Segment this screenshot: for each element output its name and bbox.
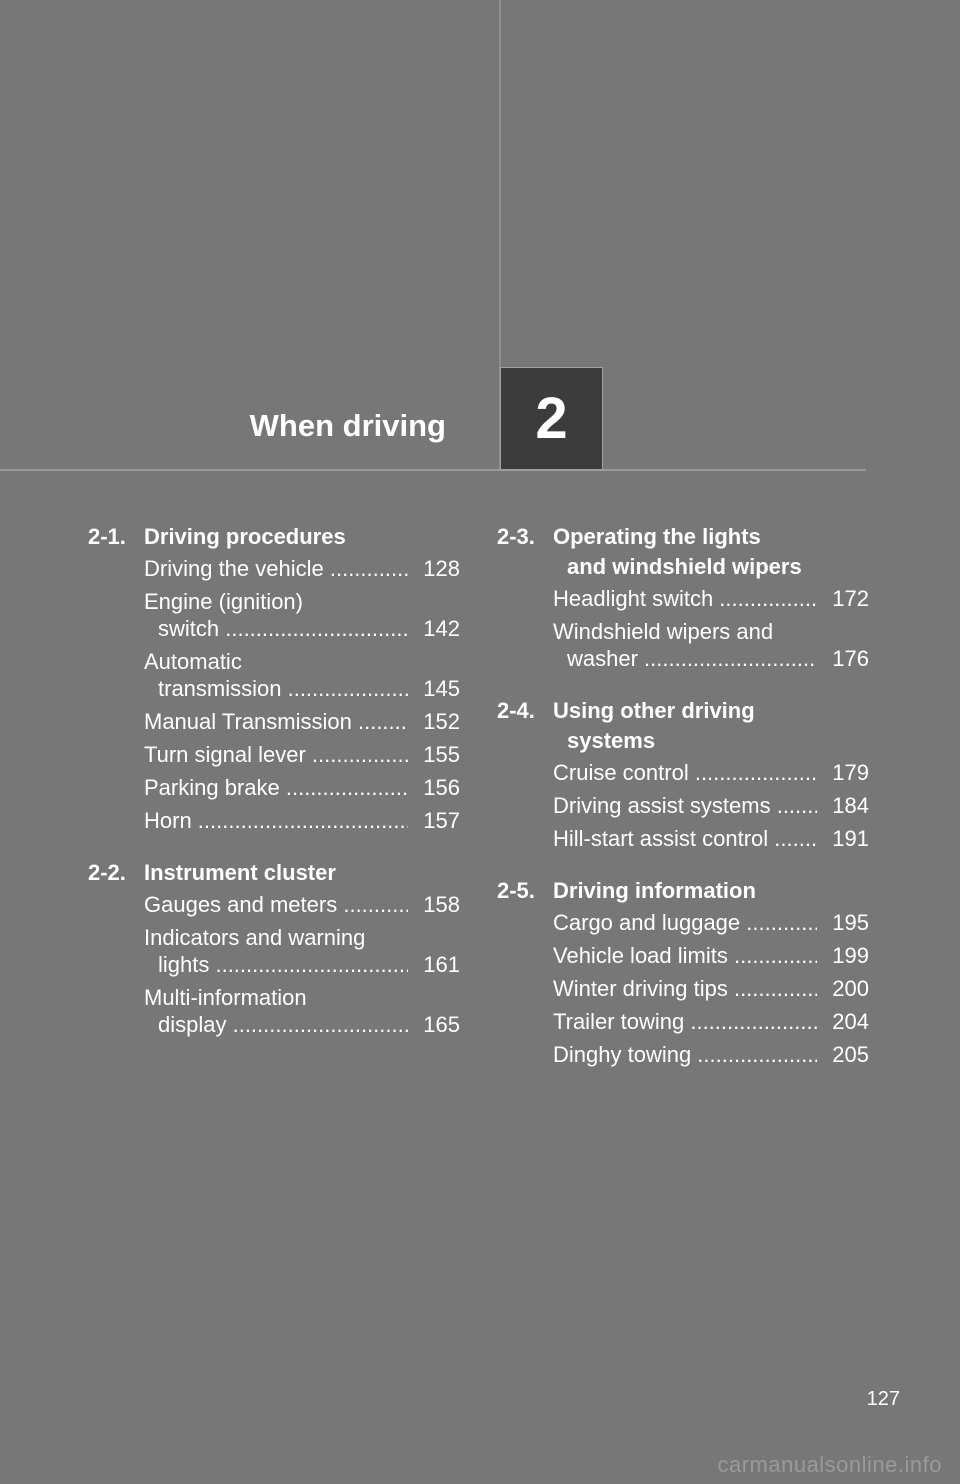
entry-label — [553, 792, 817, 819]
toc-entry[interactable] — [144, 648, 460, 702]
entry-page-number: 200 — [832, 976, 869, 1001]
entry-label — [553, 1041, 817, 1068]
toc-entry[interactable] — [553, 909, 869, 936]
entry-page-number: 161 — [423, 952, 460, 977]
entry-label — [553, 1008, 817, 1035]
entry-label — [144, 924, 408, 978]
entry-label — [144, 648, 408, 702]
section-title — [553, 696, 869, 756]
toc-section — [497, 522, 869, 672]
entry-label-line: Parking brake ..... — [144, 774, 408, 801]
entry-page-number: 172 — [832, 586, 869, 611]
toc-entry[interactable] — [553, 1041, 869, 1068]
entry-label-line: Horn ..... — [144, 807, 408, 834]
entry-label-line: Cruise control ..... — [553, 759, 817, 786]
page-number: 127 — [866, 1388, 900, 1410]
horizontal-rule — [0, 469, 866, 471]
toc-entry[interactable] — [553, 585, 869, 612]
section-number: 2-2. — [88, 860, 126, 885]
toc-section — [88, 522, 460, 834]
chapter-number: 2 — [535, 386, 568, 451]
section-heading — [88, 522, 460, 552]
entry-label-line: Driving assist systems ..... — [553, 792, 817, 819]
entry-label — [144, 588, 408, 642]
section-number: 2-3. — [497, 524, 535, 549]
section-title-line: Instrument cluster — [144, 860, 336, 885]
entry-label-line: Automatic — [144, 649, 242, 674]
entry-page-number: 184 — [832, 793, 869, 818]
toc-entry[interactable] — [144, 891, 460, 918]
entry-page-number: 179 — [832, 760, 869, 785]
entry-page-number: 128 — [423, 556, 460, 581]
entry-label-line: washer ..... — [553, 645, 817, 672]
section-heading — [497, 876, 869, 906]
entry-page-number: 142 — [423, 616, 460, 641]
toc-entry[interactable] — [144, 984, 460, 1038]
section-title-line: Using other driving — [553, 698, 755, 723]
toc-entry[interactable] — [144, 924, 460, 978]
toc-entry[interactable] — [553, 792, 869, 819]
section-title — [553, 522, 869, 582]
entry-label — [144, 708, 408, 735]
toc-column-left — [88, 522, 460, 1062]
toc-section — [497, 696, 869, 852]
toc-section — [497, 876, 869, 1068]
toc-entry[interactable] — [553, 618, 869, 672]
section-title — [553, 876, 869, 906]
entry-label-line: Turn signal lever ..... — [144, 741, 408, 768]
entry-page-number: 165 — [423, 1012, 460, 1037]
toc-entry[interactable] — [144, 807, 460, 834]
entry-page-number: 152 — [423, 709, 460, 734]
entry-label — [553, 618, 817, 672]
entry-page-number: 195 — [832, 910, 869, 935]
entry-label — [553, 909, 817, 936]
entry-label — [553, 585, 817, 612]
watermark: carmanualsonline.info — [717, 1452, 942, 1477]
toc-entry[interactable] — [553, 1008, 869, 1035]
section-title — [144, 858, 460, 888]
section-number: 2-1. — [88, 524, 126, 549]
entry-label — [144, 807, 408, 834]
section-title-line: Operating the lights — [553, 524, 761, 549]
section-number: 2-4. — [497, 698, 535, 723]
section-heading — [88, 858, 460, 888]
section-title-line: and windshield wipers — [567, 554, 802, 579]
entry-page-number: 191 — [832, 826, 869, 851]
entry-label-line: Driving the vehicle ..... — [144, 555, 408, 582]
entry-label — [553, 942, 817, 969]
entry-page-number: 155 — [423, 742, 460, 767]
section-entries — [144, 555, 460, 834]
entry-label-line: Trailer towing ..... — [553, 1008, 817, 1035]
entry-label — [144, 555, 408, 582]
toc-entry[interactable] — [553, 759, 869, 786]
section-heading — [497, 522, 869, 582]
entry-label — [144, 891, 408, 918]
entry-label — [144, 741, 408, 768]
entry-label — [144, 774, 408, 801]
chapter-number-box — [500, 367, 603, 470]
entry-label-line: Hill-start assist control ..... — [553, 825, 817, 852]
entry-label-line: Vehicle load limits ..... — [553, 942, 817, 969]
toc-entry[interactable] — [144, 555, 460, 582]
section-number: 2-5. — [497, 878, 535, 903]
entry-label — [553, 825, 817, 852]
toc-entry[interactable] — [553, 975, 869, 1002]
entry-page-number: 176 — [832, 646, 869, 671]
section-title-line: systems — [567, 728, 656, 753]
entry-page-number: 204 — [832, 1009, 869, 1034]
entry-label-line: lights ..... — [144, 951, 408, 978]
section-title-line: Driving information — [553, 878, 756, 903]
entry-label — [553, 975, 817, 1002]
entry-page-number: 199 — [832, 943, 869, 968]
entry-page-number: 158 — [423, 892, 460, 917]
toc-entry[interactable] — [144, 741, 460, 768]
section-entries — [144, 891, 460, 1038]
chapter-title: When driving — [249, 408, 446, 443]
toc-entry[interactable] — [144, 708, 460, 735]
entry-page-number: 145 — [423, 676, 460, 701]
entry-page-number: 156 — [423, 775, 460, 800]
toc-column-right — [497, 522, 869, 1092]
entry-label-line: Dinghy towing ..... — [553, 1041, 817, 1068]
entry-label-line: display ..... — [144, 1011, 408, 1038]
section-entries — [553, 909, 869, 1068]
section-entries — [553, 585, 869, 672]
entry-page-number: 157 — [423, 808, 460, 833]
entry-label-line: Cargo and luggage ..... — [553, 909, 817, 936]
toc-entry[interactable] — [144, 588, 460, 642]
section-title — [144, 522, 460, 552]
toc-section — [88, 858, 460, 1038]
entry-label-line: Headlight switch ..... — [553, 585, 817, 612]
toc-entry[interactable] — [553, 825, 869, 852]
toc-entry[interactable] — [553, 942, 869, 969]
section-entries — [553, 759, 869, 852]
entry-label — [553, 759, 817, 786]
entry-label-line: Gauges and meters ..... — [144, 891, 408, 918]
entry-page-number: 205 — [832, 1042, 869, 1067]
entry-label-line: Winter driving tips ..... — [553, 975, 817, 1002]
entry-label — [144, 984, 408, 1038]
entry-label-line: switch ..... — [144, 615, 408, 642]
entry-label-line: Windshield wipers and — [553, 619, 774, 644]
section-heading — [497, 696, 869, 756]
entry-label-line: Engine (ignition) — [144, 589, 303, 614]
entry-label-line: transmission ..... — [144, 675, 408, 702]
toc-entry[interactable] — [144, 774, 460, 801]
entry-label-line: Multi-information — [144, 985, 307, 1010]
section-title-line: Driving procedures — [144, 524, 346, 549]
entry-label-line: Indicators and warning — [144, 925, 366, 950]
entry-label-line: Manual Transmission ..... — [144, 708, 408, 735]
